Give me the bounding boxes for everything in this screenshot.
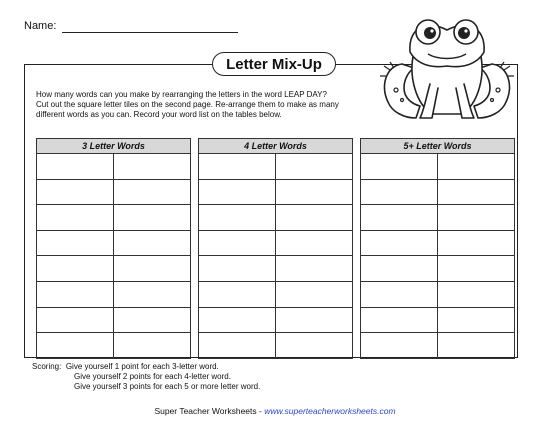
- table-row: [361, 256, 515, 282]
- scoring-line3: Give yourself 3 points for each 5 or more letter word.: [74, 382, 261, 391]
- table-header: 4 Letter Words: [199, 139, 353, 154]
- table-row: [37, 205, 191, 231]
- table-row: [37, 256, 191, 282]
- footer: [0, 406, 550, 416]
- scoring-section: [32, 362, 260, 392]
- footer-text: Super Teacher Worksheets -: [154, 406, 265, 416]
- scoring-line2: Give yourself 2 points for each 4-letter word.: [74, 372, 231, 381]
- table-row: [361, 230, 515, 256]
- table-row: [199, 333, 353, 359]
- frog-illustration: [372, 6, 522, 126]
- table-row: [37, 307, 191, 333]
- instructions-line1: How many words can you make by rearranging the letters in the word LEAP DAY?: [36, 90, 327, 99]
- name-line[interactable]: [62, 32, 238, 33]
- word-table-5-plus-letter: [360, 138, 515, 359]
- table-row: [199, 154, 353, 180]
- table-row: [199, 230, 353, 256]
- table-row: [37, 281, 191, 307]
- table-row: [199, 205, 353, 231]
- table-row: [37, 179, 191, 205]
- table-row: [361, 154, 515, 180]
- footer-url[interactable]: www.superteacherworksheets.com: [264, 406, 396, 416]
- table-row: [199, 256, 353, 282]
- scoring-text1: Give yourself 1 point for each 3-letter word.: [65, 362, 219, 371]
- table-row: [361, 307, 515, 333]
- table-row: [361, 205, 515, 231]
- name-label: Name:: [24, 20, 57, 32]
- table-header: 5+ Letter Words: [361, 139, 515, 154]
- scoring-line1: [32, 362, 260, 372]
- table-row: [199, 307, 353, 333]
- table-row: [199, 179, 353, 205]
- table-header: 3 Letter Words: [37, 139, 191, 154]
- word-table-3-letter: [36, 138, 191, 359]
- table-row: [361, 179, 515, 205]
- instructions-line2: Cut out the square letter tiles on the second page. Re-arrange them to make as many different words as you can. Record your word list on the tables below.: [36, 100, 339, 119]
- title-banner: [212, 52, 336, 76]
- word-table-4-letter: [198, 138, 353, 359]
- table-row: [361, 281, 515, 307]
- scoring-label: Scoring:: [32, 362, 62, 371]
- table-row: [37, 230, 191, 256]
- table-row: [199, 281, 353, 307]
- table-row: [361, 333, 515, 359]
- table-row: [37, 154, 191, 180]
- table-row: [37, 333, 191, 359]
- page-title: Letter Mix-Up: [226, 55, 322, 73]
